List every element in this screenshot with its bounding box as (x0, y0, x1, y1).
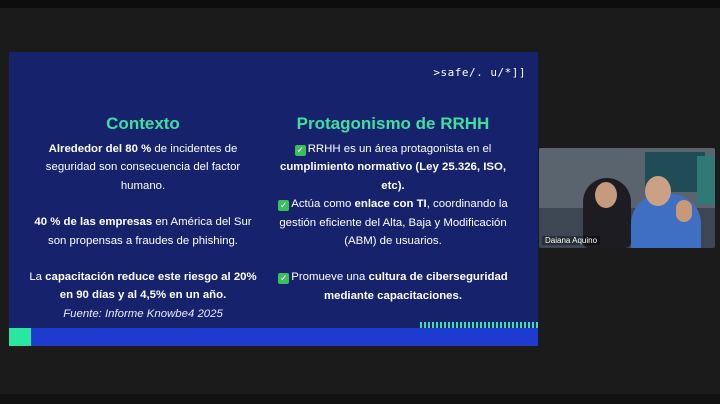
check-icon: ✓ (279, 200, 288, 211)
context-stat-2: 40 % de las empresas en América del Sur son propensas a fraudes de phishing. (34, 216, 252, 247)
context-column (25, 114, 261, 323)
context-stat-3: La capacitación reduce este riesgo al 20% en 90 días y al 4,5% en un año. (29, 271, 257, 302)
hr-bullet-1: ✓ RRHH es un área protagonista en el cumplimiento normativo (Ley 25.326, ISO, etc). (280, 143, 506, 192)
hr-bullet-2: ✓ Actúa como enlace con TI, coordinando la gestión eficiente del Alta, Baja y Modificación (ABM) de usuarios. (279, 198, 508, 248)
hr-bullet-3: ✓ Promueve una cultura de ciberseguridad mediante capacitaciones. (279, 271, 508, 302)
bottom-bar (0, 394, 720, 404)
brand-logo: >safe/. u/*]] (433, 66, 526, 79)
participant-name-label: Daiana Aquino (542, 236, 600, 245)
check-icon: ✓ (279, 273, 288, 284)
context-heading: Contexto (106, 114, 180, 133)
footer-pixel-pattern (414, 322, 538, 328)
shared-slide (9, 52, 538, 346)
footer-accent-block (9, 328, 31, 346)
slide-footer-strip (9, 328, 538, 346)
context-source: Fuente: Informe Knowbe4 2025 (63, 307, 223, 320)
check-icon: ✓ (296, 145, 304, 155)
hr-heading: Protagonismo de RRHH (296, 114, 490, 133)
participant-video-tile[interactable] (539, 148, 715, 248)
context-stat-1: Alrededor del 80 % de incidentes de seguridad son consecuencia del factor humano. (45, 143, 241, 192)
top-bar (0, 0, 720, 8)
hr-column (273, 114, 513, 305)
